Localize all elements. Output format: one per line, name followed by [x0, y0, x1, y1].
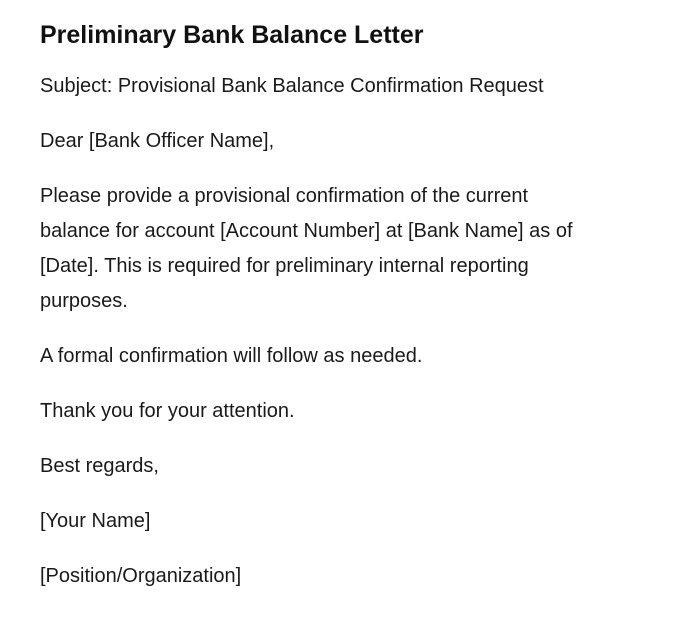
salutation-line: Dear [Bank Officer Name],	[40, 130, 275, 152]
document-title: Preliminary Bank Balance Letter	[40, 21, 424, 49]
signature-name-placeholder: [Your Name]	[40, 510, 151, 532]
thanks-line: Thank you for your attention.	[40, 400, 295, 422]
signature-position-placeholder: [Position/Organization]	[40, 565, 242, 587]
body-paragraph: Please provide a provisional confirmation of the current balance for account [Account Number] at [Bank Name] as of [Date]. This is required for preliminary internal reporting purposes.	[40, 185, 573, 312]
closing-line: Best regards,	[40, 455, 159, 477]
followup-line: A formal confirmation will follow as needed.	[40, 345, 423, 367]
subject-line: Subject: Provisional Bank Balance Confirmation Request	[40, 75, 544, 97]
